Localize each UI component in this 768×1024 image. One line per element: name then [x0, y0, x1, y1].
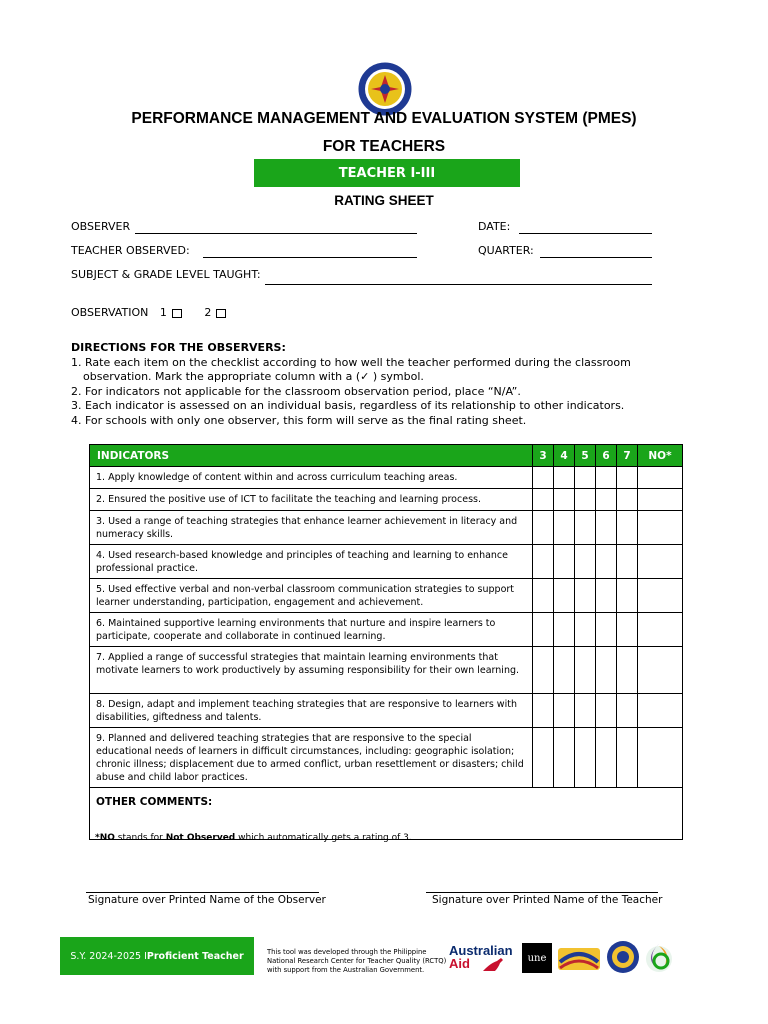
rating-cell[interactable]: [554, 728, 575, 788]
indicator-text: 8. Design, adapt and implement teaching strategies that are responsive to learners with disabilities, giftedness and talents.: [90, 694, 533, 728]
rating-cell[interactable]: [596, 511, 617, 545]
rating-cell[interactable]: [617, 467, 638, 489]
not-observed-cell[interactable]: [638, 647, 683, 694]
table-row: [90, 647, 683, 694]
not-observed-cell[interactable]: [638, 613, 683, 647]
australian-aid-logo: [449, 944, 513, 970]
aid-line2: Aid: [449, 956, 470, 971]
rating-cell[interactable]: [533, 545, 554, 579]
rating-cell[interactable]: [617, 613, 638, 647]
rating-cell[interactable]: [596, 489, 617, 511]
note-suffix: which automatically gets a rating of 3.: [235, 833, 412, 843]
other-comments-field[interactable]: OTHER COMMENTS:: [90, 788, 683, 840]
rating-cell[interactable]: [596, 647, 617, 694]
not-observed-cell[interactable]: [638, 694, 683, 728]
note-middle: stands for: [114, 833, 166, 843]
rating-cell[interactable]: [575, 545, 596, 579]
quarter-label: QUARTER:: [478, 244, 534, 257]
not-observed-cell[interactable]: [638, 728, 683, 788]
observation-2-checkbox[interactable]: [216, 309, 226, 318]
school-year: S.Y. 2024-2025 I: [70, 950, 147, 962]
rating-cell[interactable]: [554, 613, 575, 647]
date-field[interactable]: [519, 233, 652, 234]
observer-signature-label: Signature over Printed Name of the Observer: [88, 894, 326, 906]
rating-cell[interactable]: [554, 511, 575, 545]
indicator-text: 6. Maintained supportive learning environments that nurture and inspire learners to participate, cooperate and collaborate in continued learning.: [90, 613, 533, 647]
indicator-text: 3. Used a range of teaching strategies that enhance learner achievement in literacy and numeracy skills.: [90, 511, 533, 545]
table-row: [90, 728, 683, 788]
table-row: [90, 489, 683, 511]
comments-row: [90, 788, 683, 840]
rating-cell[interactable]: [575, 694, 596, 728]
rating-cell[interactable]: [596, 579, 617, 613]
teacher-label: TEACHER OBSERVED:: [71, 244, 190, 257]
header-indicators: INDICATORS: [90, 445, 533, 467]
page-title: PERFORMANCE MANAGEMENT AND EVALUATION SYSTEM (PMES): [131, 110, 637, 127]
header-3: 3: [533, 445, 554, 467]
rating-cell[interactable]: [575, 511, 596, 545]
rating-cell[interactable]: [596, 694, 617, 728]
rating-cell[interactable]: [575, 647, 596, 694]
rating-cell[interactable]: [533, 694, 554, 728]
table-row: [90, 467, 683, 489]
table-header-row: [90, 445, 683, 467]
rating-cell[interactable]: [533, 613, 554, 647]
rating-cell[interactable]: [575, 728, 596, 788]
date-label: DATE:: [478, 220, 511, 233]
observation-option-1-label: 1: [159, 306, 167, 319]
table-row: [90, 613, 683, 647]
indicator-text: 7. Applied a range of successful strategies that maintain learning environments that motivate learners to work productively by assuming responsibility for their own learning.: [90, 647, 533, 694]
rating-cell[interactable]: [617, 728, 638, 788]
rating-table: [89, 444, 683, 840]
rating-cell[interactable]: [533, 511, 554, 545]
rating-cell[interactable]: [617, 579, 638, 613]
credit-note: This tool was developed through the Philippine National Research Center for Teacher Quality (RCTQ) with support from the Australian Government.: [267, 948, 447, 974]
rating-cell[interactable]: [554, 489, 575, 511]
observer-signature-line[interactable]: [86, 892, 319, 893]
direction-item-1: 1. Rate each item on the checklist according to how well the teacher performed during the classroom: [71, 355, 631, 369]
note-bold: Not Observed: [165, 833, 236, 843]
aid-line1: Australian: [449, 943, 513, 958]
footer-school-year-badge: [60, 937, 254, 975]
teacher-field[interactable]: [203, 257, 417, 258]
rating-cell[interactable]: [554, 545, 575, 579]
teacher-signature-line[interactable]: [426, 892, 658, 893]
not-observed-cell[interactable]: [638, 489, 683, 511]
header-4: 4: [554, 445, 575, 467]
rctq-logo-icon: [556, 942, 602, 974]
direction-item-1-cont: observation. Mark the appropriate column with a (✓ ) symbol.: [83, 370, 424, 383]
page-subtitle: FOR TEACHERS: [322, 138, 446, 155]
level-banner: TEACHER I-III: [254, 159, 520, 187]
rating-cell[interactable]: [575, 489, 596, 511]
rating-cell[interactable]: [617, 647, 638, 694]
direction-item-4: 4. For schools with only one observer, this form will serve as the final rating sheet.: [71, 413, 527, 427]
header-6: 6: [596, 445, 617, 467]
observer-label: OBSERVER: [71, 220, 131, 233]
not-observed-cell[interactable]: [638, 545, 683, 579]
kangaroo-icon: [481, 957, 505, 973]
rating-cell[interactable]: [596, 467, 617, 489]
observation-label: OBSERVATION: [71, 306, 149, 319]
footnote-not-observed: [95, 833, 412, 843]
une-logo: une: [522, 943, 552, 973]
indicator-text: 9. Planned and delivered teaching strategies that are responsive to the special educational needs of learners in difficult circumstances, including: geographic isolation; chronic illness; displacement due to armed conflict, urban resettlement or disasters; child abuse and child labor practices.: [90, 728, 533, 788]
rating-cell[interactable]: [533, 579, 554, 613]
rating-cell[interactable]: [596, 728, 617, 788]
table-row: [90, 511, 683, 545]
direction-item-2: 2. For indicators not applicable for the classroom observation period, place “N/A”.: [71, 384, 521, 398]
direction-item-3: 3. Each indicator is assessed on an individual basis, regardless of its relationship to other indicators.: [71, 399, 625, 412]
header-5: 5: [575, 445, 596, 467]
teacher-signature-label: Signature over Printed Name of the Teacher: [432, 894, 663, 906]
rating-cell[interactable]: [554, 647, 575, 694]
note-prefix: *NO: [95, 833, 115, 843]
rating-cell[interactable]: [575, 613, 596, 647]
rating-cell[interactable]: [617, 694, 638, 728]
indicator-text: 2. Ensured the positive use of ICT to facilitate the teaching and learning process.: [90, 489, 533, 511]
header-7: 7: [617, 445, 638, 467]
rating-cell[interactable]: [617, 489, 638, 511]
quarter-field[interactable]: [540, 257, 652, 258]
rating-cell[interactable]: [533, 647, 554, 694]
rating-cell[interactable]: [596, 613, 617, 647]
partner-logo-icon: [642, 940, 676, 974]
not-observed-cell[interactable]: [638, 579, 683, 613]
sheet-title: RATING SHEET: [334, 193, 434, 208]
rating-cell[interactable]: [617, 545, 638, 579]
observation-option-2-label: 2: [204, 306, 212, 319]
rating-cell[interactable]: [617, 511, 638, 545]
rating-cell[interactable]: [596, 545, 617, 579]
rating-cell[interactable]: [554, 694, 575, 728]
rating-cell[interactable]: [533, 489, 554, 511]
not-observed-cell[interactable]: [638, 467, 683, 489]
header-no: NO*: [638, 445, 683, 467]
subject-label: SUBJECT & GRADE LEVEL TAUGHT:: [71, 268, 261, 281]
subject-field[interactable]: [265, 284, 652, 285]
university-seal-icon: [606, 940, 640, 974]
not-observed-cell[interactable]: [638, 511, 683, 545]
observation-1-checkbox[interactable]: [172, 309, 182, 318]
indicator-text: 4. Used research-based knowledge and principles of teaching and learning to enhance professional practice.: [90, 545, 533, 579]
table-row: [90, 545, 683, 579]
table-row: [90, 694, 683, 728]
directions: [71, 341, 711, 428]
observation-row: [71, 306, 226, 319]
proficiency-level: Proficient Teacher: [146, 950, 244, 962]
table-row: [90, 579, 683, 613]
rating-cell[interactable]: [554, 579, 575, 613]
indicator-text: 5. Used effective verbal and non-verbal classroom communication strategies to support learner understanding, participation, engagement and achievement.: [90, 579, 533, 613]
rating-cell[interactable]: [533, 728, 554, 788]
directions-heading: DIRECTIONS FOR THE OBSERVERS:: [71, 341, 286, 354]
rating-cell[interactable]: [575, 579, 596, 613]
indicator-text: 1. Apply knowledge of content within and across curriculum teaching areas.: [90, 467, 533, 489]
observer-field[interactable]: [135, 233, 417, 234]
rating-cell[interactable]: [575, 467, 596, 489]
rating-cell[interactable]: [554, 467, 575, 489]
rating-cell[interactable]: [533, 467, 554, 489]
